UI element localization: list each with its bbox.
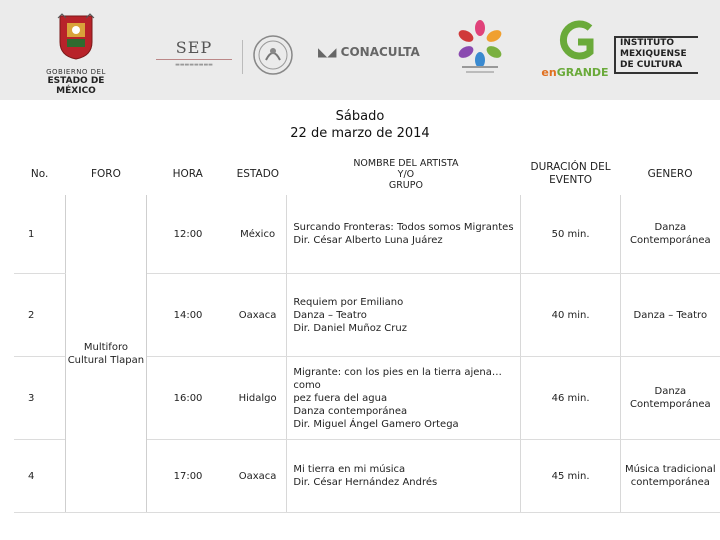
- artist-line: Surcando Fronteras: Todos somos Migrantes: [293, 222, 514, 233]
- table-row: [14, 195, 720, 274]
- genre-line: Contemporánea: [630, 399, 711, 410]
- imc-line2: MEXIQUENSE: [620, 49, 687, 59]
- row-artista: [287, 440, 521, 513]
- artist-line: Dir. Miguel Ángel Gamero Ortega: [293, 418, 459, 430]
- row-artista: [287, 195, 521, 274]
- row-duracion: 50 min.: [521, 195, 620, 274]
- row-hora: 17:00: [147, 440, 229, 513]
- flower-logo-icon: [450, 18, 510, 78]
- schedule-table: [14, 154, 720, 513]
- conaculta-logo: [318, 45, 420, 59]
- foro-cell: [65, 195, 146, 513]
- artist-line: Dir. César Alberto Luna Juárez: [293, 235, 443, 246]
- engrande-grande: GRANDE: [556, 66, 609, 79]
- header-duracion-line2: EVENTO: [549, 174, 593, 186]
- sep-subtext-decoration: ▬▬▬▬▬▬▬▬: [175, 62, 213, 68]
- imc-logo: [614, 36, 698, 74]
- edomex-logo: [28, 12, 124, 96]
- row-genero: [620, 357, 720, 440]
- genre-line: Danza – Teatro: [633, 309, 708, 321]
- artist-line: Dir. Daniel Muñoz Cruz: [293, 322, 407, 334]
- conaculta-mark-icon: ◣◢: [318, 45, 337, 59]
- header-foro: FORO: [65, 154, 146, 195]
- genre-line: Danza: [654, 222, 687, 233]
- imc-line1: INSTITUTO: [620, 38, 675, 48]
- sep-logo: [152, 38, 236, 78]
- edomex-line2: ESTADO DE MÉXICO: [47, 76, 105, 96]
- header-duracion-line1: DURACIÓN DEL: [530, 161, 611, 173]
- header-artista-line1: NOMBRE DEL ARTISTA: [353, 157, 459, 169]
- row-estado: Hidalgo: [229, 357, 287, 440]
- row-estado: Oaxaca: [229, 274, 287, 357]
- header-artista-line3: GRUPO: [388, 179, 423, 191]
- header-artista-line2: Y/O: [397, 168, 415, 180]
- row-hora: 12:00: [147, 195, 229, 274]
- row-duracion: 46 min.: [521, 357, 620, 440]
- header-estado: ESTADO: [229, 154, 287, 195]
- artist-line: Danza – Teatro: [293, 309, 367, 321]
- sep-title: SEP: [175, 38, 213, 57]
- header-duracion: [521, 154, 620, 195]
- header-genero: GENERO: [620, 154, 720, 195]
- row-genero: [620, 440, 720, 513]
- row-hora: 14:00: [147, 274, 229, 357]
- row-duracion: 45 min.: [521, 440, 620, 513]
- row-genero: [620, 195, 720, 274]
- foro-line1: Multiforo: [83, 341, 128, 353]
- row-genero: [620, 274, 720, 357]
- artist-line: Mi tierra en mi música: [293, 464, 406, 475]
- edomex-line1: GOBIERNO DEL: [46, 68, 106, 76]
- event-day: Sábado: [335, 109, 385, 124]
- imc-line3: DE CULTURA: [620, 60, 683, 70]
- row-hora: 16:00: [147, 357, 229, 440]
- row-no: 3: [14, 357, 65, 440]
- row-no: 1: [14, 195, 65, 274]
- row-artista: [287, 357, 521, 440]
- engrande-en: en: [541, 66, 557, 79]
- artist-line: Danza contemporánea: [293, 405, 408, 417]
- row-duracion: 40 min.: [521, 274, 620, 357]
- row-artista: [287, 274, 521, 357]
- row-estado: México: [229, 195, 287, 274]
- header-hora: HORA: [147, 154, 229, 195]
- foro-line2: Cultural Tlapan: [67, 354, 145, 366]
- artist-line: Migrante: con los pies en la tierra ajena…como: [293, 366, 502, 391]
- genre-line: contemporánea: [630, 477, 710, 488]
- conaculta-text: CONACULTA: [340, 45, 420, 59]
- artist-line: Requiem por Emiliano: [293, 296, 404, 308]
- sep-bar: [156, 59, 232, 60]
- artist-line: Dir. César Hernández Andrés: [293, 477, 438, 488]
- genre-line: Contemporánea: [630, 235, 711, 246]
- artist-line: pez fuera del agua: [293, 392, 388, 404]
- genre-line: Música tradicional: [624, 464, 716, 475]
- engrande-logo: [540, 20, 610, 80]
- event-date: 22 de marzo de 2014: [290, 126, 430, 141]
- engrande-g-icon: [550, 20, 600, 60]
- event-date-block: [0, 108, 720, 142]
- row-no: 4: [14, 440, 65, 513]
- edomex-crest-icon: [56, 12, 96, 60]
- genre-line: Danza: [654, 386, 687, 397]
- national-seal-icon: [252, 34, 294, 76]
- header-no: No.: [14, 154, 65, 195]
- table-header-row: [14, 154, 720, 195]
- logo-divider: [242, 40, 243, 74]
- row-no: 2: [14, 274, 65, 357]
- header-artista: [287, 154, 521, 195]
- row-estado: Oaxaca: [229, 440, 287, 513]
